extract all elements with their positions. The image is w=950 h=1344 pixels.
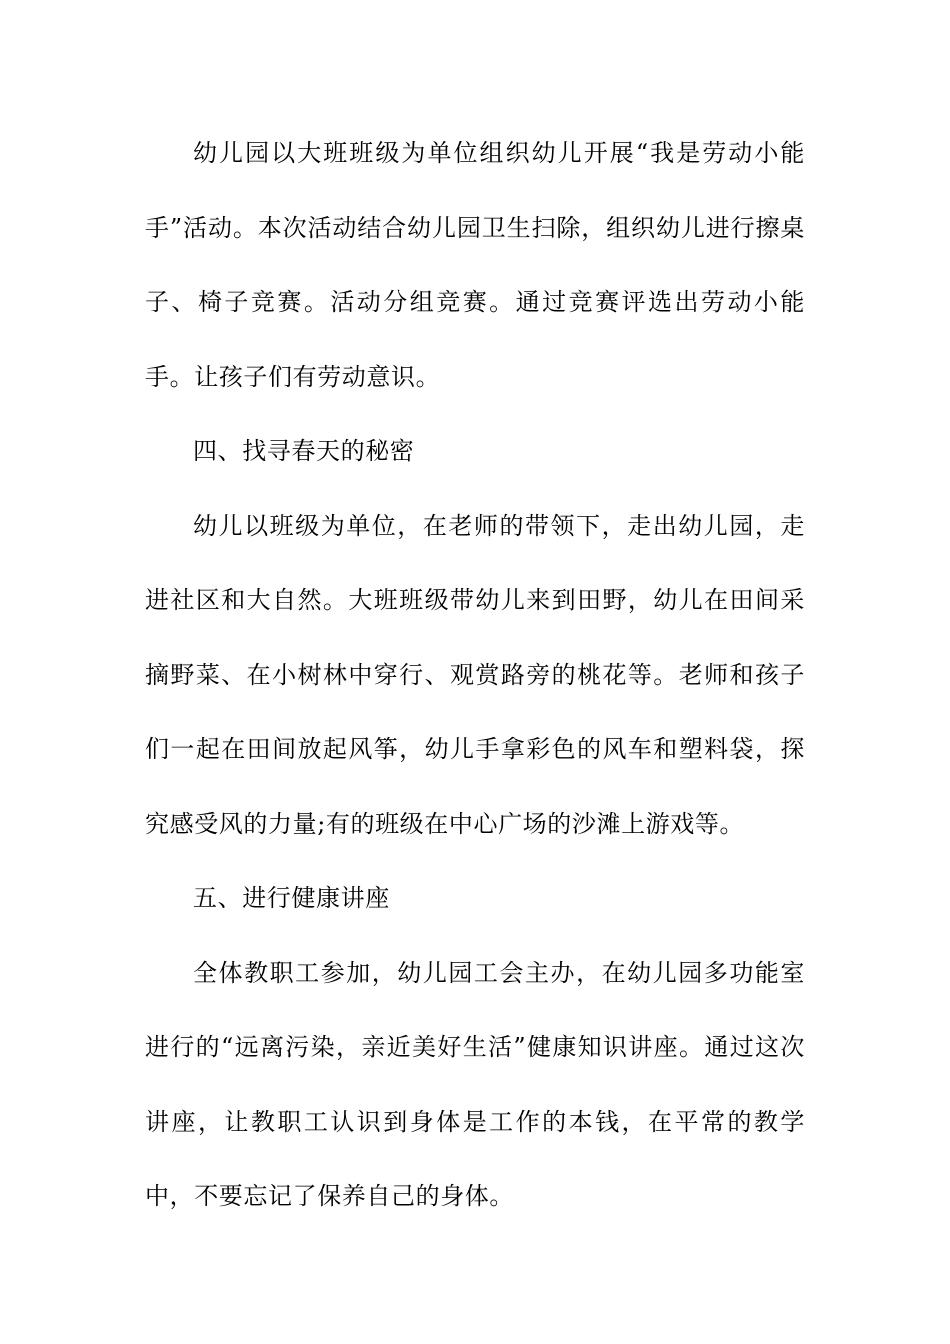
document-body <box>145 116 805 1234</box>
paragraph-health-lecture: 全体教职工参加，幼儿园工会主办，在幼儿园多功能室进行的“远离污染，亲近美好生活”健康知识讲座。通过这次讲座，让教职工认识到身体是工作的本钱，在平常的教学中，不要忘记了保养自己的身体。 <box>145 958 805 1210</box>
section-heading-spring-secret: 四、找寻春天的秘密 <box>193 437 415 465</box>
paragraph-labor-activity: 幼儿园以大班班级为单位组织幼儿开展“我是劳动小能手”活动。本次活动结合幼儿园卫生扫除，组织幼儿进行擦桌子、椅子竞赛。活动分组竞赛。通过竞赛评选出劳动小能手。让孩子们有劳动意识。 <box>145 139 805 391</box>
paragraph-spring-outing: 幼儿以班级为单位，在老师的带领下，走出幼儿园，走进社区和大自然。大班班级带幼儿来到田野，幼儿在田间采摘野菜、在小树林中穿行、观赏路旁的桃花等。老师和孩子们一起在田间放起风筝，幼儿手拿彩色的风车和塑料袋，探究感受风的力量;有的班级在中心广场的沙滩上游戏等。 <box>145 511 805 838</box>
section-heading-health-lecture: 五、进行健康讲座 <box>193 884 390 912</box>
